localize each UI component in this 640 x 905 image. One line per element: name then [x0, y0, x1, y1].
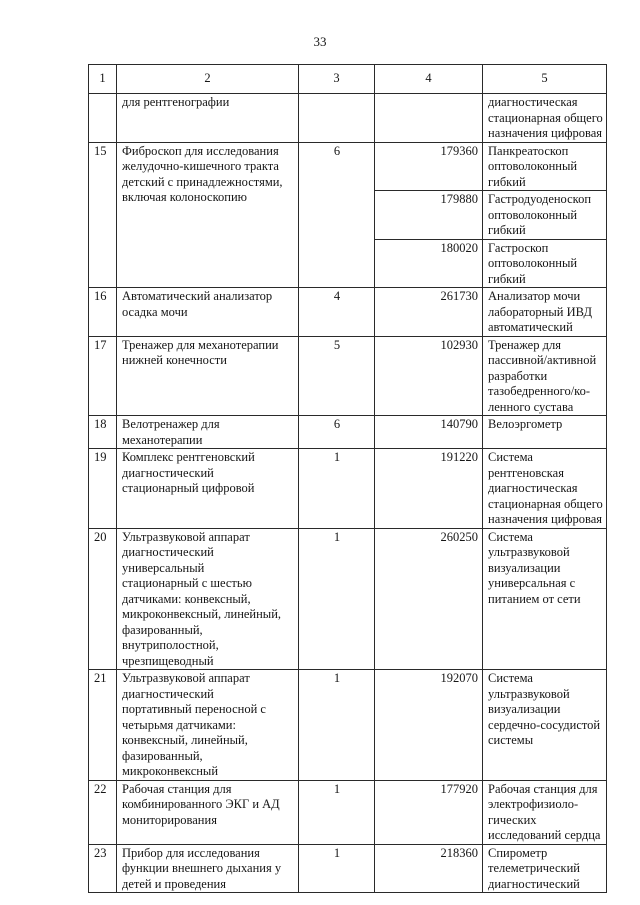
text-line: Автоматический анализатор — [122, 289, 273, 303]
header-cell: 1 — [89, 65, 117, 94]
text-line: гических — [488, 812, 537, 827]
text-line: Велотренажер для — [122, 417, 220, 431]
table-row — [89, 94, 607, 143]
item-type — [483, 336, 607, 416]
row-number: 22 — [89, 780, 117, 844]
text-line: телеметрический — [488, 861, 580, 875]
row-number: 23 — [89, 844, 117, 893]
text-line: стационарная общего — [488, 496, 603, 511]
text-line: пассивной/активной — [488, 353, 597, 367]
text-line: оптоволоконный — [488, 207, 578, 222]
text-line: стационарный цифровой — [122, 481, 255, 495]
text-line: универсальная с — [488, 576, 576, 590]
text-line: визуализации — [488, 560, 561, 575]
text-line: гибкий — [488, 174, 526, 189]
item-name — [117, 528, 299, 670]
item-name — [117, 94, 299, 143]
item-type — [483, 239, 607, 288]
item-quantity: 6 — [299, 416, 375, 449]
text-line: Рабочая станция для — [488, 781, 598, 796]
text-line: стационарный с шестью — [122, 576, 252, 590]
item-code: 177920 — [375, 780, 483, 844]
item-type — [483, 288, 607, 337]
item-type — [483, 142, 607, 191]
item-type — [483, 191, 607, 240]
text-line: Анализатор мочи — [488, 289, 581, 303]
row-number: 17 — [89, 336, 117, 416]
table-header-row — [89, 65, 607, 94]
text-line: механотерапии — [122, 432, 203, 447]
text-line: автоматический — [488, 320, 573, 334]
text-line: универсальный — [122, 560, 205, 575]
item-code — [375, 94, 483, 143]
text-line: Система — [488, 529, 533, 544]
text-line: ультразвуковой — [488, 686, 570, 701]
table-row — [89, 844, 607, 893]
text-line: сердечно-сосудистой — [488, 717, 601, 732]
text-line: комбинированного ЭКГ и АД — [122, 797, 280, 811]
text-line: питанием от сети — [488, 591, 581, 606]
header-cell: 3 — [299, 65, 375, 94]
text-line: портативный переносной с — [122, 702, 266, 716]
item-quantity: 1 — [299, 528, 375, 670]
row-number: 21 — [89, 670, 117, 781]
item-type — [483, 94, 607, 143]
text-line: исследований сердца — [488, 828, 601, 842]
text-line: Прибор для исследования — [122, 845, 260, 860]
item-name — [117, 449, 299, 529]
text-line: Ультразвуковой аппарат — [122, 671, 250, 685]
text-line: гибкий — [488, 223, 526, 237]
item-quantity — [299, 94, 375, 143]
text-line: диагностическая — [488, 481, 578, 495]
text-line: Тренажер для механотерапии — [122, 337, 279, 352]
page-number: 33 — [313, 34, 327, 49]
row-number: 16 — [89, 288, 117, 337]
item-type — [483, 844, 607, 893]
text-line: чрезпищеводный — [122, 653, 214, 668]
item-quantity: 1 — [299, 844, 375, 893]
table-row — [89, 449, 607, 529]
item-type — [483, 780, 607, 844]
table-row — [89, 528, 607, 670]
item-type — [483, 528, 607, 670]
text-line: разработки — [488, 368, 548, 383]
text-line: четырьмя датчиками: — [122, 717, 236, 732]
item-code: 140790 — [375, 416, 483, 449]
text-line: Система — [488, 671, 533, 685]
item-quantity: 1 — [299, 670, 375, 781]
header-cell: 4 — [375, 65, 483, 94]
text-line: Ультразвуковой аппарат — [122, 529, 250, 544]
item-name — [117, 670, 299, 781]
item-code: 192070 — [375, 670, 483, 781]
text-line: фазированный, — [122, 748, 203, 763]
text-line: диагностическая — [488, 95, 578, 109]
text-line: Комплекс рентгеновский — [122, 450, 255, 464]
text-line: рентгеновская — [488, 465, 564, 480]
text-line: детский с принадлежностями, — [122, 174, 283, 189]
text-line: нижней конечности — [122, 353, 227, 367]
text-line: датчиками: конвексный, — [122, 591, 251, 606]
text-line: назначения цифровая — [488, 512, 603, 526]
item-type — [483, 416, 607, 449]
item-quantity: 1 — [299, 449, 375, 529]
item-type — [483, 670, 607, 781]
text-line: функции внешнего дыхания у — [122, 861, 282, 875]
row-number: 20 — [89, 528, 117, 670]
item-code: 260250 — [375, 528, 483, 670]
table-row — [89, 780, 607, 844]
text-line: Рабочая станция для — [122, 781, 232, 796]
text-line: внутриполостной, — [122, 638, 219, 652]
text-line: диагностический — [122, 465, 214, 480]
item-quantity: 4 — [299, 288, 375, 337]
item-name — [117, 780, 299, 844]
table-row — [89, 336, 607, 416]
item-name — [117, 336, 299, 416]
text-line: оптоволоконный — [488, 256, 578, 270]
text-line: ультразвуковой — [488, 545, 570, 559]
text-line: оптоволоконный — [488, 159, 578, 173]
text-line: микроконвексный — [122, 764, 219, 778]
text-line: Фиброскоп для исследования — [122, 143, 279, 158]
table-row — [89, 670, 607, 781]
item-code: 179880 — [375, 191, 483, 240]
text-line: гибкий — [488, 271, 526, 286]
row-number: 19 — [89, 449, 117, 529]
text-line: включая колоноскопию — [122, 190, 247, 204]
text-line: стационарная общего — [488, 110, 603, 125]
table-row — [89, 288, 607, 337]
text-line: для рентгенографии — [122, 95, 230, 109]
text-line: лабораторный ИВД — [488, 304, 592, 319]
text-line: тазобедренного/ко- — [488, 384, 591, 398]
item-type — [483, 449, 607, 529]
text-line: Гастроскоп — [488, 240, 549, 255]
row-number: 18 — [89, 416, 117, 449]
text-line: Панкреатоскоп — [488, 143, 569, 158]
item-quantity: 1 — [299, 780, 375, 844]
text-line: микроконвексный, линейный, — [122, 607, 282, 621]
item-name — [117, 142, 299, 288]
item-quantity: 6 — [299, 142, 375, 288]
row-number — [89, 94, 117, 143]
item-name — [117, 416, 299, 449]
item-code: 102930 — [375, 336, 483, 416]
text-line: Система — [488, 450, 533, 464]
text-line: Тренажер для — [488, 337, 561, 352]
equipment-table — [88, 64, 607, 893]
item-code: 218360 — [375, 844, 483, 893]
item-code: 261730 — [375, 288, 483, 337]
text-line: осадка мочи — [122, 304, 188, 319]
text-line: мониторирования — [122, 812, 217, 827]
text-line: ленного сустава — [488, 399, 574, 414]
text-line: конвексный, линейный, — [122, 733, 248, 747]
text-line: назначения цифровая — [488, 126, 603, 140]
text-line: системы — [488, 733, 534, 747]
text-line: Велоэргометр — [488, 417, 563, 431]
header-cell: 2 — [117, 65, 299, 94]
text-line: электрофизиоло- — [488, 797, 579, 811]
text-line: детей и проведения — [122, 876, 226, 891]
text-line: визуализации — [488, 702, 561, 716]
item-name — [117, 288, 299, 337]
item-quantity: 5 — [299, 336, 375, 416]
item-code: 180020 — [375, 239, 483, 288]
item-name — [117, 844, 299, 893]
text-line: фазированный, — [122, 622, 203, 637]
item-code: 179360 — [375, 142, 483, 191]
row-number: 15 — [89, 142, 117, 288]
text-line: Спирометр — [488, 845, 548, 860]
text-line: диагностический — [122, 545, 214, 559]
table-row — [89, 142, 607, 191]
item-code: 191220 — [375, 449, 483, 529]
text-line: диагностический — [488, 876, 580, 891]
text-line: Гастродуоденоскоп — [488, 192, 592, 206]
header-cell: 5 — [483, 65, 607, 94]
text-line: желудочно-кишечного тракта — [122, 159, 279, 173]
text-line: диагностический — [122, 686, 214, 701]
table-row — [89, 416, 607, 449]
